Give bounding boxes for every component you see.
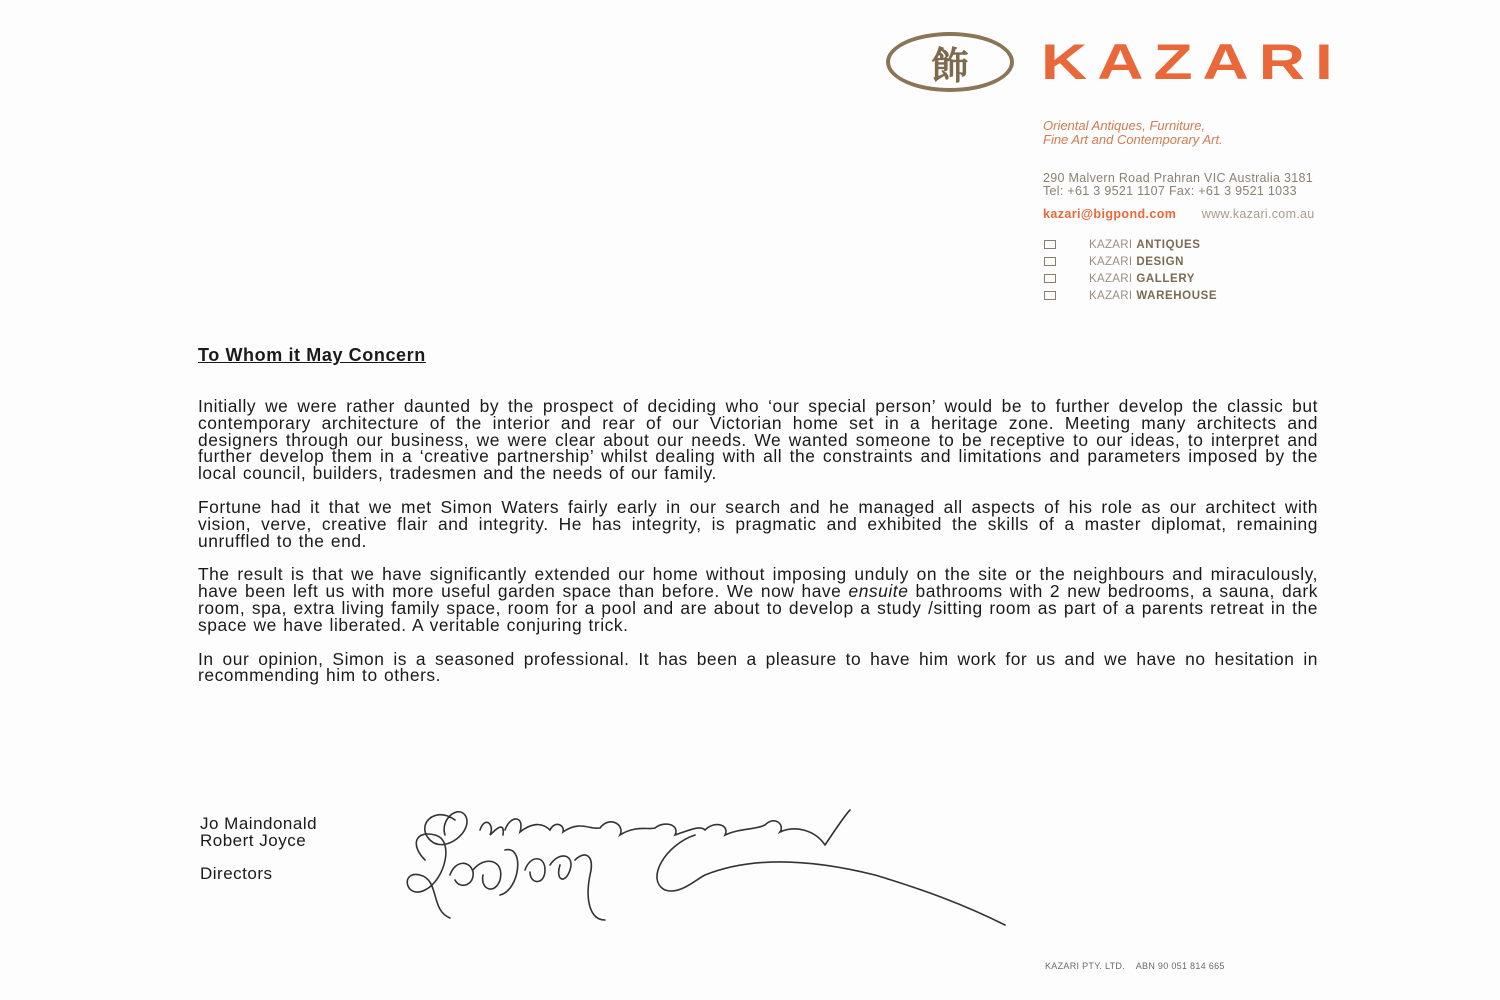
division-prefix: KAZARI <box>1089 238 1133 251</box>
division-item <box>1044 253 1217 270</box>
paragraph-4: In our opinion, Simon is a seasoned professional. It has been a pleasure to have him work for us and we have no hesitation in recommending him to others. <box>198 648 1318 686</box>
paragraph-1: Initially we were rather daunted by the prospect of deciding who ‘our special person’ would be to further develop the classic but contemporary architecture of the interior and rear of our Victorian home set in a heritage zone. Meeting many architects and designers through our business, we were clear about our needs. We wanted someone to be receptive to our ideas, to interpret and further develop them in a ‘creative partnership’ whilst dealing with all the constraints and limitations and parameters imposed by the local council, builders, tradesmen and the needs of our family. <box>198 396 1318 484</box>
handwritten-signature <box>395 800 1015 930</box>
division-name: DESIGN <box>1136 255 1185 268</box>
street-address: 290 Malvern Road Prahran VIC Australia 3181 <box>1043 171 1313 185</box>
tagline <box>1043 119 1223 147</box>
phone-fax: Tel: +61 3 9521 1107 Fax: +61 3 9521 1033 <box>1043 184 1297 198</box>
division-item <box>1044 270 1217 287</box>
contact-line <box>1043 207 1315 221</box>
abn-number: ABN 90 051 814 665 <box>1135 961 1225 971</box>
paragraph-3-text-a: The result is that we have significantly extended our home without imposing unduly on the site or the neighbours and miraculously, have been left us with more useful garden space than before. We now have <box>198 564 1318 602</box>
salutation: To Whom it May Concern <box>198 345 426 365</box>
checkbox-icon <box>1044 240 1056 249</box>
division-name: ANTIQUES <box>1136 238 1201 251</box>
signature-stroke-2 <box>407 834 605 920</box>
signatory-1: Jo Maindonald <box>200 814 318 833</box>
division-name: WAREHOUSE <box>1136 289 1218 302</box>
address-block <box>1043 172 1313 198</box>
division-prefix: KAZARI <box>1089 272 1133 285</box>
division-list <box>1044 236 1217 304</box>
kazari-emblem-icon: 飾 <box>886 32 1014 92</box>
division-name: GALLERY <box>1136 272 1196 285</box>
paragraph-3 <box>198 566 1318 633</box>
paragraph-3-italic: ensuite <box>848 581 909 602</box>
division-item <box>1044 287 1217 304</box>
signature-stroke-3 <box>657 835 1005 925</box>
company-name: KAZARI PTY. LTD. <box>1045 961 1125 971</box>
paragraph-3-text-b: bathrooms with 2 new bedrooms, a sauna, dark room, spa, extra living family space, room for a pool and are about to develop a study /sitting room as part of a parents retreat in the space we have liberated. A veritable conjuring trick. <box>198 581 1318 635</box>
kazari-logo <box>886 32 1416 94</box>
signature-stroke-1 <box>425 810 850 845</box>
checkbox-icon <box>1044 291 1056 300</box>
footer <box>1045 961 1225 971</box>
website-address: www.kazari.com.au <box>1201 207 1315 221</box>
letter-body <box>198 345 1318 701</box>
tagline-line-1: Oriental Antiques, Furniture, <box>1043 118 1206 133</box>
email-address: kazari@bigpond.com <box>1043 207 1177 221</box>
division-prefix: KAZARI <box>1089 289 1133 302</box>
division-item <box>1044 236 1217 253</box>
paragraph-2: Fortune had it that we met Simon Waters fairly early in our search and he managed all aspects of his role as our architect with vision, verve, creative flair and integrity. He has integrity, is pragmatic and exhibited the skills of a master diplomat, remaining unruffled to the end. <box>198 496 1318 551</box>
signoff-block <box>200 815 317 882</box>
checkbox-icon <box>1044 274 1056 283</box>
division-prefix: KAZARI <box>1089 255 1133 268</box>
brand-name: KAZARI <box>1041 33 1343 91</box>
signatory-title: Directors <box>200 864 273 883</box>
checkbox-icon <box>1044 257 1056 266</box>
tagline-line-2: Fine Art and Contemporary Art. <box>1043 132 1223 147</box>
signatory-2: Robert Joyce <box>200 831 307 850</box>
